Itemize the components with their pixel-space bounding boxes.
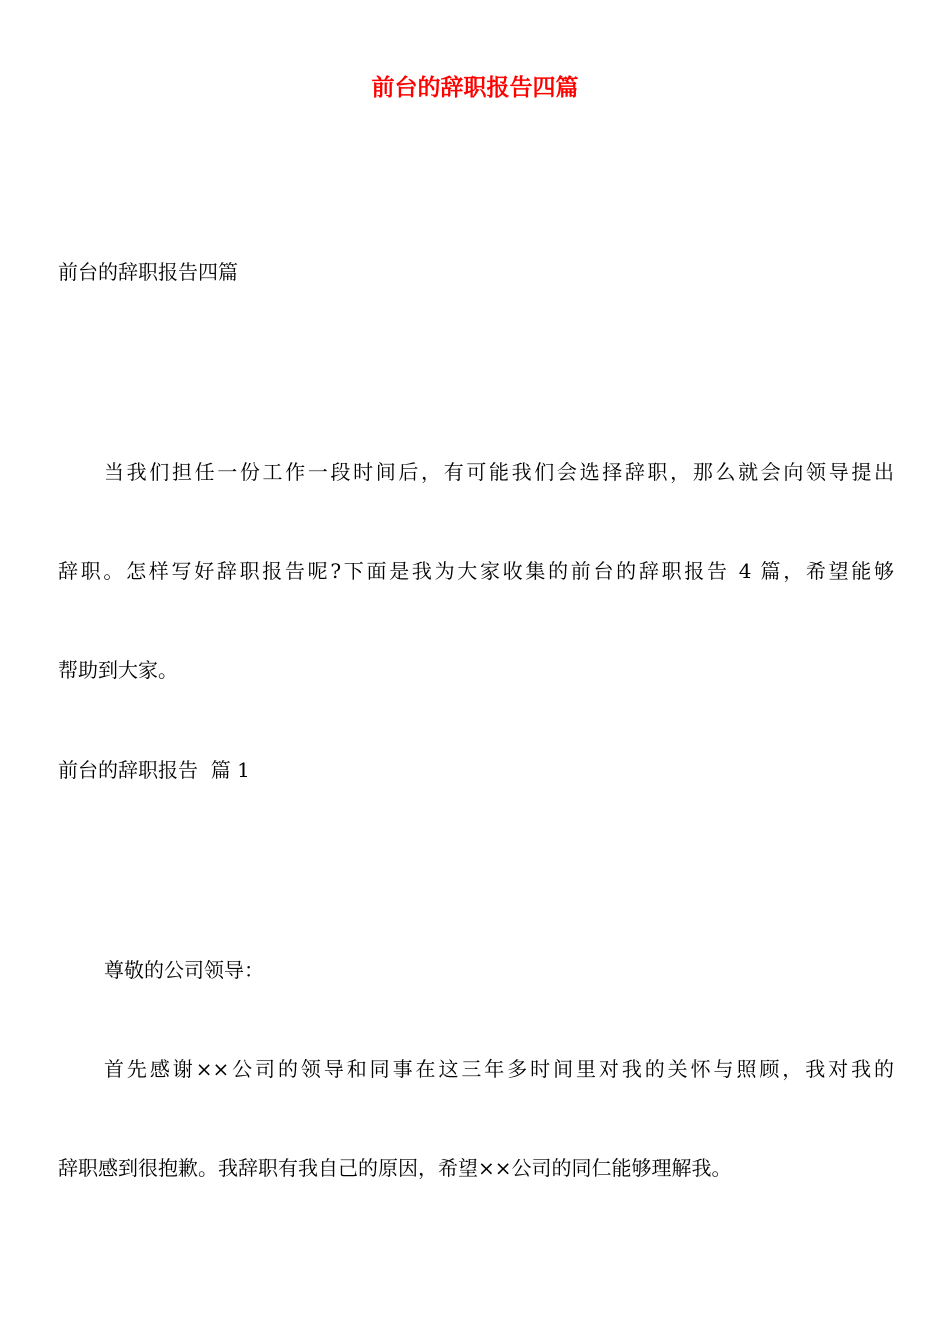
- intro-line-3: 帮助到大家。: [58, 658, 178, 682]
- intro-line-1: 当我们担任一份工作一段时间后，有可能我们会选择辞职，那么就会向领导提出: [104, 460, 894, 484]
- document-title: 前台的辞职报告四篇: [371, 75, 579, 101]
- body-line-2: 辞职感到很抱歉。我辞职有我自己的原因，希望××公司的同仁能够理解我。: [58, 1156, 732, 1180]
- section-heading: 前台的辞职报告 篇 1: [58, 758, 250, 782]
- salutation: 尊敬的公司领导：: [104, 958, 264, 982]
- intro-line-2: 辞职。怎样写好辞职报告呢?下面是我为大家收集的前台的辞职报告 4 篇，希望能够: [58, 559, 894, 583]
- subtitle: 前台的辞职报告四篇: [58, 260, 238, 284]
- body-line-1: 首先感谢××公司的领导和同事在这三年多时间里对我的关怀与照顾，我对我的: [104, 1057, 894, 1081]
